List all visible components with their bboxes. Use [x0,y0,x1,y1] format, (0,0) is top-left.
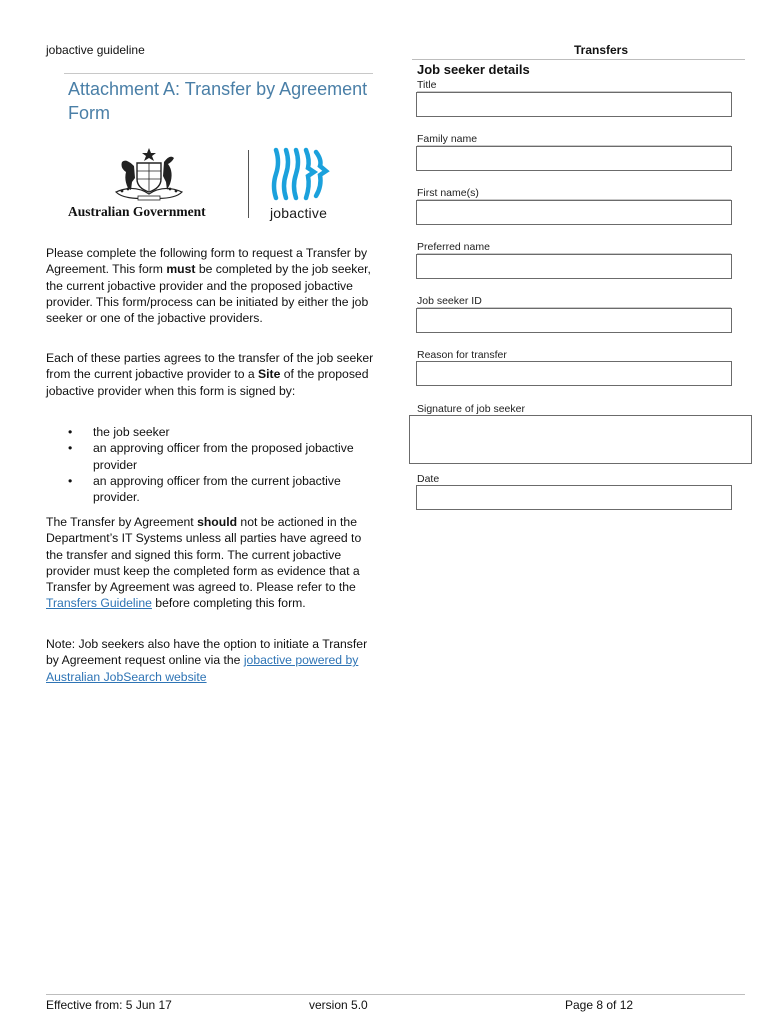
preferred-name-label: Preferred name [417,241,490,253]
title-field[interactable] [416,92,732,117]
logo-divider [248,150,249,218]
list-item: • the job seeker [68,425,170,439]
signature-label: Signature of job seeker [417,403,525,415]
coat-of-arms-icon [104,146,194,204]
signatory-list [46,424,376,505]
header-section: Transfers [574,43,629,57]
list-item: • an approving officer from the proposed jobactive provider [68,441,354,472]
reason-field[interactable] [416,361,732,386]
australian-government-text: Australian Government [68,204,206,219]
list-item: • an approving officer from the current jobactive provider. [68,473,341,505]
reason-label: Reason for transfer [417,349,507,361]
family-name-label: Family name [417,133,478,145]
logo-area [66,146,356,224]
intro-paragraph-1: Please complete the following form to request a Transfer by Agreement. This form must be completed by the job seeker, the current jobactive provider and the proposed jobactive provider. This form/process can be initiated by either the job seeker or one of the jobactive providers. [46,246,371,326]
preferred-name-field[interactable] [416,254,732,279]
job-seeker-id-label: Job seeker ID [417,295,482,307]
transfers-guideline-link[interactable]: Transfers Guideline [46,596,152,611]
jobactive-logo-text: jobactive [270,205,328,221]
footer-version: version 5.0 [309,998,368,1012]
title-rule [64,73,373,74]
title-label: Title [417,79,437,91]
jobsearch-website-link[interactable]: jobactive powered by Australian JobSearch website [46,653,359,684]
job-seeker-id-field[interactable] [416,308,732,333]
signature-field[interactable] [409,415,752,464]
intro-paragraph-3: The Transfer by Agreement should not be actioned in the Department’s IT Systems unless all parties have agreed to the transfer and signed this form. The current jobactive provider must keep the completed form as evidence that a Transfer by Agreement was agreed to. Please refer to the Transfers Guideline before completing this form. [46,515,362,611]
date-label: Date [417,473,440,485]
footer-effective-date: Effective from: 5 Jun 17 [46,998,172,1012]
intro-paragraph-4: Note: Job seekers also have the option to initiate a Transfer by Agreement request online via the jobactive powered by Australian JobSearch website [46,637,368,684]
header-doc-name: jobactive guideline [46,43,145,57]
family-name-field[interactable] [416,146,732,171]
form-heading: Job seeker details [417,62,530,77]
first-names-field[interactable] [416,200,732,225]
footer-page-number: Page 8 of 12 [565,998,634,1012]
intro-paragraph-2: Each of these parties agrees to the transfer of the job seeker from the current jobactive provider to a Site of the proposed jobactive provider when this form is signed by: [46,351,374,398]
footer-rule [46,994,745,995]
header-rule [412,59,745,60]
page-title: Attachment A: Transfer by Agreement Form [68,79,368,123]
first-names-label: First name(s) [417,187,479,199]
jobactive-faces-icon [270,146,332,204]
date-field[interactable] [416,485,732,510]
